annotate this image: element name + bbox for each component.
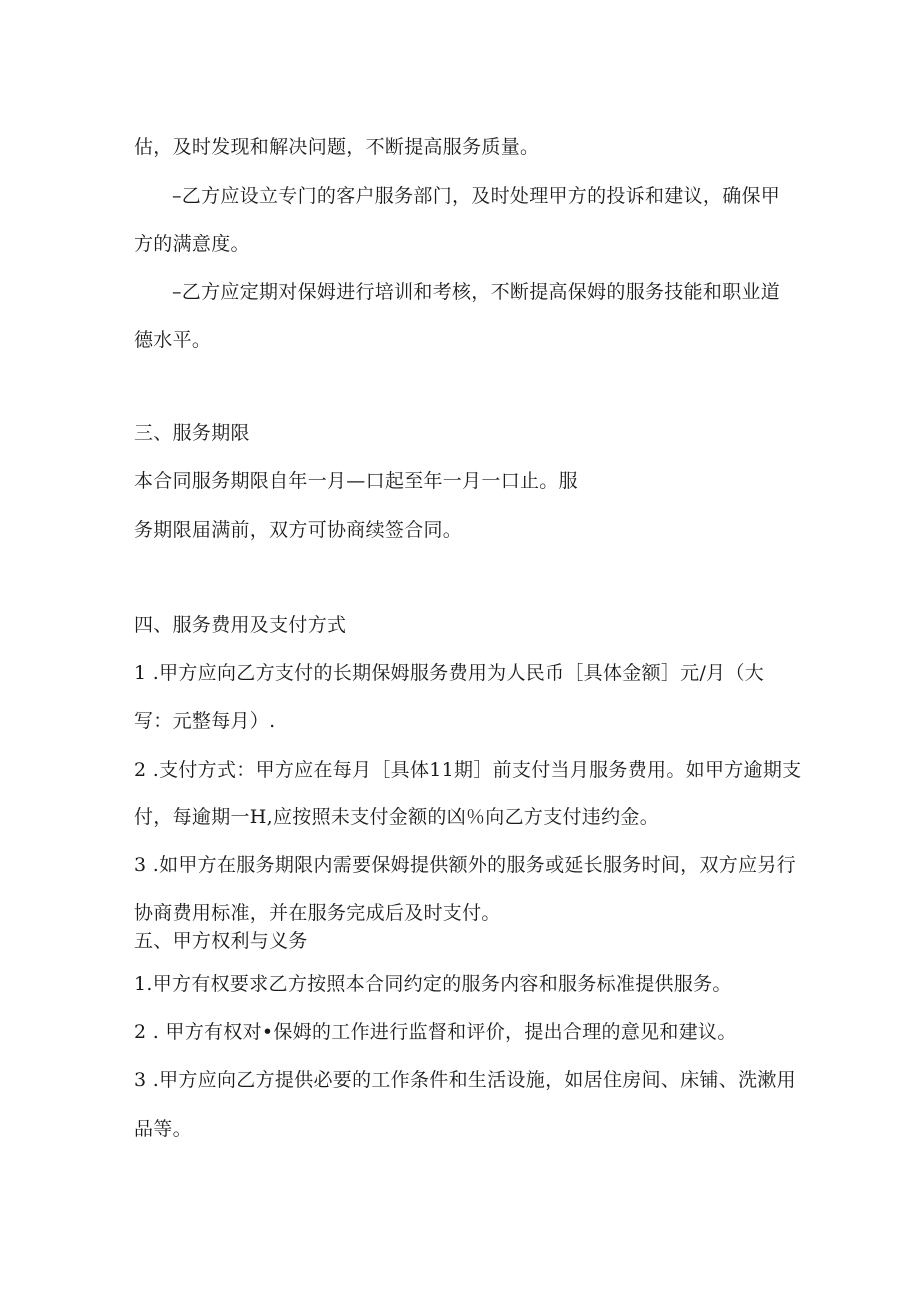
list-item-line: 1.甲方有权要求乙方按照本合同约定的服务内容和服务标准提供服务。 (134, 973, 732, 995)
list-item-line: 3 .如甲方在服务期限内需要保姆提供额外的服务或延长服务时间，双方应另行 (134, 854, 796, 876)
paragraph-line: 德水平。 (134, 329, 212, 351)
paragraph-line: 本合同服务期限自年一月—口起至年一月一口止。服 (134, 470, 578, 492)
paragraph-line: 估，及时发现和解决问题，不断提高服务质量。 (134, 136, 540, 158)
section-heading: 四、服务费用及支付方式 (134, 614, 347, 636)
section-heading: 五、甲方权利与义务 (134, 930, 308, 952)
list-item-line: 2 . 甲方有权对•保姆的工作进行监督和评价，提出合理的意见和建议。 (134, 1021, 737, 1043)
paragraph-line: 方的满意度。 (134, 233, 250, 255)
list-item-line: 写：元整每月）. (134, 710, 276, 732)
list-item-line: 协商费用标准，并在服务完成后及时支付。 (134, 902, 501, 924)
list-item-line: 付，每逾期一H,应按照未支付金额的凶％向乙方支付违约金。 (134, 806, 660, 828)
paragraph-line: –乙方应定期对保姆进行培训和考核，不断提高保姆的服务技能和职业道 (172, 281, 781, 303)
section-heading: 三、服务期限 (134, 422, 250, 444)
list-item-line: 2 .支付方式：甲方应在每月［具体11期］前支付当月服务费用。如甲方逾期支 (134, 759, 802, 781)
list-item-line: 品等。 (134, 1118, 192, 1140)
paragraph-line: 务期限届满前，双方可协商续签合同。 (134, 519, 463, 541)
list-item-line: 3 .甲方应向乙方提供必要的工作条件和生活设施，如居住房间、床铺、洗漱用 (134, 1069, 796, 1091)
paragraph-line: –乙方应设立专门的客户服务部门，及时处理甲方的投诉和建议，确保甲 (172, 185, 781, 207)
list-item-line: 1 .甲方应向乙方支付的长期保姆服务费用为人民币［具体金额］元/月（大 (134, 662, 765, 684)
